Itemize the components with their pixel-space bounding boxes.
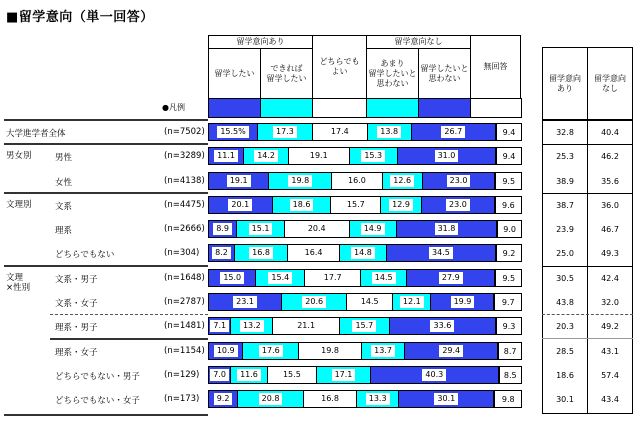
segment-weak-yes	[257, 123, 313, 141]
segment-strong-yes	[208, 269, 256, 287]
summary-yes-value: 30.5	[556, 274, 574, 283]
segment-strong-yes	[208, 196, 273, 214]
segment-weak-yes	[230, 366, 268, 384]
segment-value: 19.8	[321, 346, 339, 355]
row-label: 文系	[55, 202, 73, 212]
separator-cross	[4, 265, 208, 267]
separator-gender	[4, 143, 208, 145]
segment-value: 40.3	[422, 369, 446, 381]
segment-no-answer: 8.7	[498, 342, 522, 360]
segment-no-answer: 9.3	[496, 317, 522, 335]
segment-value: 9.2	[214, 393, 233, 405]
summary-yes-value: 30.1	[556, 395, 574, 404]
segment-value: 15.4	[268, 272, 292, 284]
segment-value: 23.1	[233, 296, 257, 308]
summary-header-yes: 留学意向 あり	[542, 47, 588, 120]
segment-no-answer: 9.4	[496, 123, 522, 141]
segment-strong-yes	[208, 293, 282, 311]
segment-no-answer: 9.6	[495, 196, 522, 214]
segment-strong-no	[422, 172, 496, 190]
segment-strong-no	[404, 342, 498, 360]
segment-value: 16.4	[304, 248, 323, 257]
summary-no-value: 42.4	[601, 274, 619, 283]
summary-separator	[542, 193, 633, 194]
summary-separator	[542, 266, 633, 267]
segment-strong-no	[411, 123, 497, 141]
row-label: 理系	[55, 226, 73, 236]
legend-swatch	[260, 98, 313, 118]
segment-value: 10.9	[214, 345, 238, 357]
segment-neutral	[288, 147, 349, 165]
segment-value: 19.9	[451, 296, 475, 308]
separator-dashed-1	[50, 314, 208, 315]
segment-weak-no	[339, 244, 387, 262]
legend-label: ●凡例	[162, 103, 185, 112]
segment-weak-no	[380, 196, 422, 214]
row-group-label: 文理別	[6, 200, 32, 210]
segment-weak-yes	[281, 293, 347, 311]
summary-no-value: 46.2	[601, 152, 619, 161]
segment-strong-no	[430, 293, 494, 311]
segment-value: 15.3	[361, 150, 385, 162]
summary-no-value: 43.4	[601, 395, 619, 404]
segment-value: 16.8	[249, 247, 273, 259]
row-sample-size: (n=3289)	[164, 151, 205, 161]
segment-weak-yes	[243, 147, 289, 165]
segment-weak-no	[382, 172, 423, 190]
row-label: どちらでもない・女子	[55, 396, 140, 406]
row-group-label: 文理 ×性別	[6, 273, 31, 293]
segment-neutral	[284, 220, 350, 238]
legend-swatch	[312, 98, 367, 118]
segment-value: 23.0	[446, 199, 470, 211]
segment-weak-no	[356, 390, 399, 408]
summary-separator	[542, 338, 633, 339]
legend-swatch	[418, 98, 471, 118]
separator-bottom	[4, 414, 208, 416]
summary-yes-value: 28.5	[556, 347, 574, 356]
segment-value: 17.4	[330, 127, 349, 136]
segment-value: 20.1	[228, 199, 252, 211]
row-sample-size: (n=1481)	[164, 321, 205, 331]
segment-strong-no	[389, 317, 496, 335]
summary-yes-value: 38.7	[556, 201, 574, 210]
segment-weak-yes	[255, 269, 305, 287]
summary-no-value: 40.4	[601, 128, 619, 137]
segment-weak-no	[392, 293, 431, 311]
segment-value: 14.5	[372, 272, 396, 284]
segment-value: 12.1	[400, 296, 424, 308]
segment-no-answer: 9.5	[495, 269, 522, 287]
segment-value: 7.0	[210, 369, 229, 381]
segment-strong-yes	[208, 366, 231, 384]
row-sample-size: (n=1154)	[164, 346, 205, 356]
segment-value: 21.1	[297, 321, 316, 330]
segment-strong-no	[406, 269, 495, 287]
segment-weak-yes	[236, 220, 285, 238]
summary-header-no: 留学意向 なし	[587, 47, 633, 120]
segment-value: 17.1	[332, 369, 356, 381]
summary-yes-value: 20.3	[556, 322, 574, 331]
row-label: 文系・女子	[55, 299, 98, 309]
summary-no-value: 49.2	[601, 322, 619, 331]
segment-strong-yes	[208, 220, 237, 238]
header-col-weak-yes: できれば 留学したい	[260, 48, 313, 99]
segment-strong-yes	[208, 317, 231, 335]
segment-value: 20.4	[307, 224, 326, 233]
segment-weak-yes	[230, 317, 273, 335]
summary-no-value: 36.0	[601, 201, 619, 210]
segment-value: 17.6	[259, 345, 283, 357]
header-col-strong-no: 留学したいと 思わない	[418, 48, 471, 99]
header-col-strong-yes: 留学したい	[208, 48, 261, 99]
segment-value: 15.5%	[217, 126, 248, 138]
segment-no-answer: 9.7	[494, 293, 522, 311]
segment-value: 14.5	[360, 297, 379, 306]
segment-weak-no	[349, 147, 398, 165]
row-label: 理系・女子	[55, 348, 98, 358]
segment-value: 15.7	[352, 320, 376, 332]
summary-no-value: 57.4	[601, 371, 619, 380]
segment-strong-yes	[208, 244, 235, 262]
segment-value: 15.5	[282, 370, 301, 379]
segment-neutral	[287, 244, 340, 262]
summary-no-value: 49.3	[601, 249, 619, 258]
legend-swatch	[366, 98, 419, 118]
segment-strong-yes	[208, 147, 244, 165]
summary-yes-value: 23.9	[556, 225, 574, 234]
segment-weak-yes	[234, 244, 288, 262]
segment-strong-no	[370, 366, 499, 384]
segment-neutral	[346, 293, 393, 311]
row-label: 大学進学者全体	[6, 129, 66, 139]
header-col-weak-no: あまり 留学したいと 思わない	[366, 48, 419, 99]
summary-yes-value: 32.8	[556, 128, 574, 137]
segment-weak-yes	[237, 390, 304, 408]
segment-weak-yes	[268, 172, 332, 190]
segment-strong-yes	[208, 172, 269, 190]
segment-value: 15.1	[249, 223, 273, 235]
summary-yes-value: 25.0	[556, 249, 574, 258]
row-sample-size: (n=1648)	[164, 273, 205, 283]
segment-strong-no	[396, 220, 498, 238]
row-sample-size: (n=4138)	[164, 176, 205, 186]
row-sample-size: (n=4475)	[164, 200, 205, 210]
row-label: どちらでもない	[55, 250, 115, 260]
segment-weak-no	[339, 317, 390, 335]
row-label: 女性	[55, 178, 73, 188]
row-sample-size: (n=129)	[164, 370, 200, 380]
header-group-yes: 留学意向あり	[208, 35, 313, 49]
segment-value: 15.7	[346, 200, 365, 209]
segment-strong-yes	[208, 390, 238, 408]
separator-science	[4, 192, 208, 194]
segment-value: 13.3	[366, 393, 390, 405]
chart-title: ■留学意向（単一回答）	[6, 10, 154, 25]
segment-weak-no	[367, 123, 412, 141]
segment-weak-no	[361, 342, 405, 360]
segment-value: 7.1	[210, 320, 229, 332]
segment-weak-no	[349, 220, 397, 238]
header-col-neutral: どちらでも よい	[312, 35, 367, 99]
segment-value: 14.8	[351, 247, 375, 259]
summary-yes-value: 43.8	[556, 298, 574, 307]
segment-weak-yes	[272, 196, 332, 214]
segment-value: 34.5	[429, 247, 453, 259]
segment-value: 27.9	[439, 272, 463, 284]
row-sample-size: (n=2666)	[164, 224, 205, 234]
segment-value: 8.2	[212, 247, 231, 259]
segment-value: 19.1	[309, 151, 328, 160]
segment-no-answer: 9.5	[495, 172, 522, 190]
segment-weak-no	[360, 269, 407, 287]
segment-value: 26.7	[441, 126, 465, 138]
segment-no-answer: 9.0	[497, 220, 522, 238]
segment-no-answer: 9.2	[496, 244, 522, 262]
segment-value: 29.4	[439, 345, 463, 357]
row-label: 文系・男子	[55, 275, 98, 285]
segment-value: 14.2	[254, 150, 278, 162]
separator-sub-2	[50, 338, 208, 340]
segment-value: 23.0	[447, 175, 471, 187]
segment-value: 19.8	[288, 175, 312, 187]
segment-neutral	[267, 366, 317, 384]
segment-value: 13.2	[240, 320, 264, 332]
segment-value: 20.6	[302, 296, 326, 308]
segment-value: 17.7	[323, 273, 342, 282]
segment-value: 16.0	[348, 176, 366, 185]
segment-weak-yes	[242, 342, 299, 360]
segment-value: 31.0	[435, 150, 459, 162]
summary-no-value: 32.0	[601, 298, 619, 307]
legend-swatch	[470, 98, 522, 118]
segment-no-answer: 9.4	[496, 147, 522, 165]
summary-yes-value: 18.6	[556, 371, 574, 380]
row-label: 男性	[55, 153, 73, 163]
segment-strong-no	[386, 244, 496, 262]
legend-swatch	[208, 98, 261, 118]
segment-value: 31.8	[435, 223, 459, 235]
segment-value: 33.6	[430, 320, 454, 332]
header-col-no-answer: 無回答	[470, 35, 521, 99]
segment-value: 13.8	[377, 126, 401, 138]
segment-value: 15.0	[220, 272, 244, 284]
segment-neutral	[312, 123, 368, 141]
header-group-no: 留学意向なし	[366, 35, 471, 49]
segment-value: 16.8	[321, 394, 339, 403]
segment-strong-no	[397, 147, 496, 165]
row-sample-size: (n=7502)	[164, 127, 205, 137]
segment-value: 14.9	[361, 223, 385, 235]
row-sample-size: (n=2787)	[164, 297, 205, 307]
segment-value: 12.9	[389, 199, 413, 211]
segment-neutral	[298, 342, 362, 360]
row-group-label: 男女別	[6, 151, 32, 161]
segment-strong-yes	[208, 123, 258, 141]
segment-value: 11.6	[237, 369, 261, 381]
row-label: どちらでもない・男子	[55, 372, 140, 382]
segment-value: 17.3	[273, 126, 297, 138]
segment-value: 13.7	[371, 345, 395, 357]
summary-yes-value: 25.3	[556, 152, 574, 161]
summary-no-value: 46.7	[601, 225, 619, 234]
segment-value: 30.1	[434, 393, 458, 405]
row-sample-size: (n=173)	[164, 394, 200, 404]
row-sample-size: (n=304)	[164, 248, 200, 258]
segment-weak-no	[316, 366, 371, 384]
segment-value: 19.1	[227, 175, 251, 187]
segment-strong-yes	[208, 342, 243, 360]
segment-neutral	[272, 317, 340, 335]
segment-neutral	[304, 269, 361, 287]
summary-yes-value: 38.9	[556, 177, 574, 186]
segment-strong-no	[421, 196, 495, 214]
segment-neutral	[331, 172, 383, 190]
segment-value: 8.9	[213, 223, 232, 235]
segment-strong-no	[398, 390, 494, 408]
summary-dashed-separator	[542, 314, 633, 315]
summary-separator	[542, 144, 633, 145]
segment-value: 12.6	[390, 175, 414, 187]
row-label: 理系・男子	[55, 323, 98, 333]
separator-top	[4, 119, 208, 121]
segment-value: 11.1	[214, 150, 238, 162]
segment-no-answer: 8.5	[499, 366, 522, 384]
segment-neutral	[330, 196, 381, 214]
summary-no-value: 35.6	[601, 177, 619, 186]
segment-neutral	[303, 390, 357, 408]
segment-value: 20.8	[259, 393, 283, 405]
segment-value: 18.6	[290, 199, 314, 211]
segment-no-answer: 9.8	[494, 390, 522, 408]
summary-no-value: 43.1	[601, 347, 619, 356]
